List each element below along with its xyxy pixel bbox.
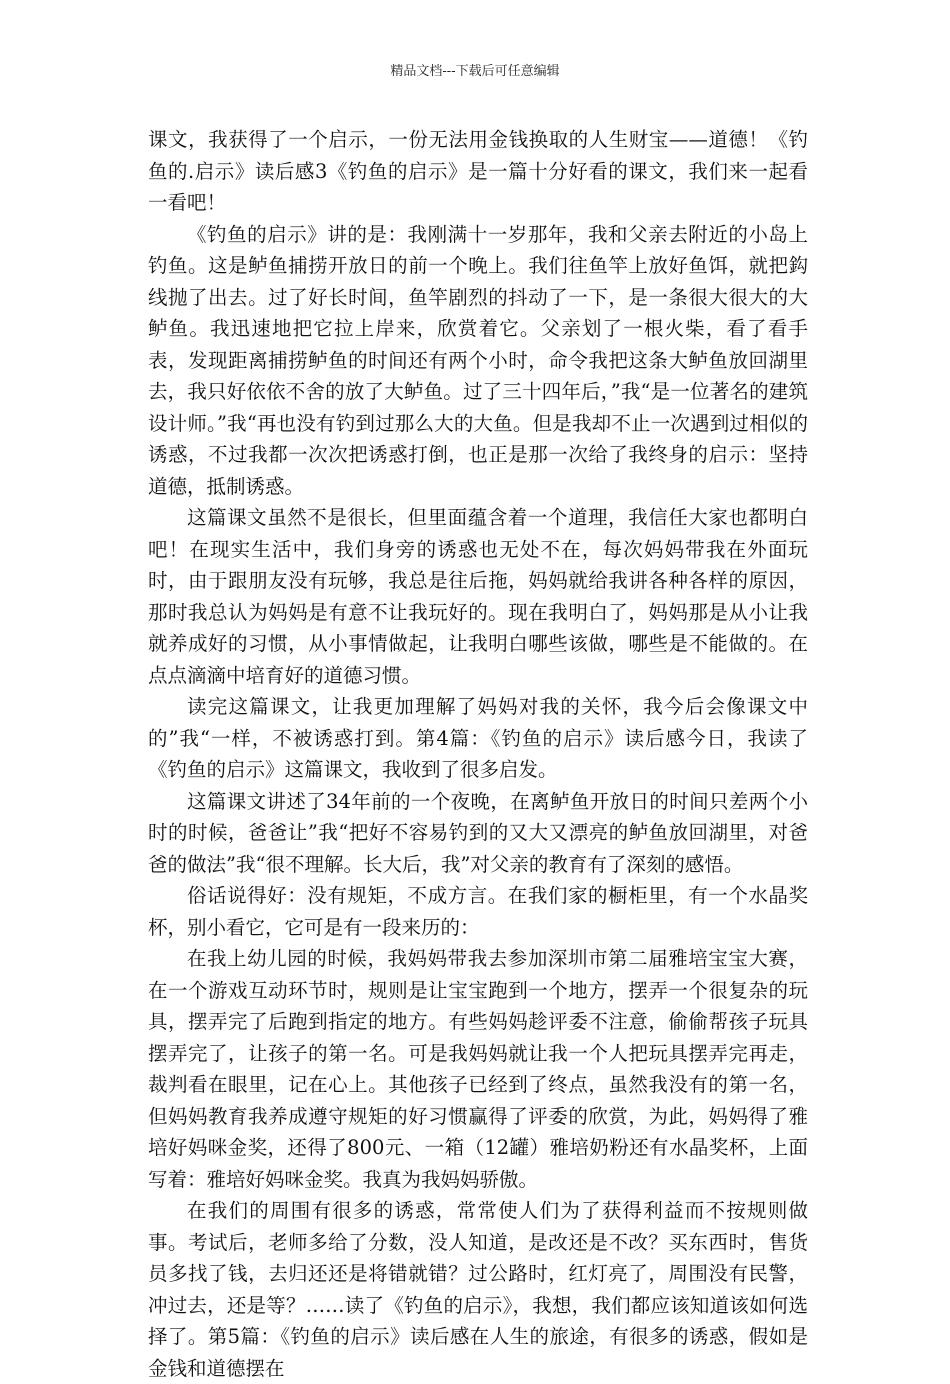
paragraph-4: 读完这篇课文，让我更加理解了妈妈对我的关怀，我今后会像课文中的”我“一样，不被诱惑打到。第4篇：《钓鱼的启示》读后感今日，我读了《钓鱼的启示》这篇课文，我收到了很多启发。 bbox=[148, 695, 808, 781]
paragraph-6: 俗话说得好：没有规矩，不成方言。在我们家的橱柜里，有一个水晶奖杯，别小看它，它可是有一段来历的： bbox=[148, 884, 808, 939]
paragraph-8: 在我们的周围有很多的诱惑，常常使人们为了获得利益而不按规则做事。考试后，老师多给了分数，没人知道，是改还是不改？买东西时，售货员多找了钱，去归还还是将错就错？过公路时，红灯亮了，周围没有民警，冲过去，还是等？……读了《钓鱼的启示》，我想，我们都应该知道该如何选择了。第5篇：《钓鱼的启示》读后感在人生的旅途，有很多的诱惑，假如是金钱和道德摆在 bbox=[148, 1199, 808, 1380]
paragraph-1: 课文，我获得了一个启示，一份无法用金钱换取的人生财宝——道德！《钓鱼的.启示》读后感3《钓鱼的启示》是一篇十分好看的课文，我们来一起看一看吧！ bbox=[148, 128, 808, 214]
page-header: 精品文档---下载后可任意编辑 bbox=[390, 64, 560, 79]
paragraph-5: 这篇课文讲述了34年前的一个夜晚，在离鲈鱼开放日的时间只差两个小时的时候，爸爸让”我“把好不容易钓到的又大又漂亮的鲈鱼放回湖里，对爸爸的做法”我“很不理解。长大后，我”对父亲的教育有了深刻的感悟。 bbox=[148, 789, 808, 876]
paragraph-7: 在我上幼儿园的时候，我妈妈带我去参加深圳市第二届雅培宝宝大赛，在一个游戏互动环节时，规则是让宝宝跑到一个地方，摆弄一个很复杂的玩具，摆弄完了后跑到指定的地方。有些妈妈趁评委不注意，偷偷帮孩子玩具摆弄完了，让孩子的第一名。可是我妈妈就让我一个人把玩具摆弄完再走，裁判看在眼里，记在心上。其他孩子已经到了终点，虽然我没有的第一名，但妈妈教育我养成遵守规矩的好习惯赢得了评委的欣赏，为此，妈妈得了雅培好妈咪金奖，还得了800元、一箱（12罐）雅培奶粉还有水晶奖杯，上面写着：雅培好妈咪金奖。我真为我妈妈骄傲。 bbox=[148, 947, 808, 1191]
document-body bbox=[148, 124, 808, 1384]
paragraph-3: 这篇课文虽然不是很长，但里面蕴含着一个道理，我信任大家也都明白吧！在现实生活中，我们身旁的诱惑也无处不在，每次妈妈带我在外面玩时，由于跟朋友没有玩够，我总是往后拖，妈妈就给我讲各种各样的原因，那时我总认为妈妈是有意不让我玩好的。现在我明白了，妈妈那是从小让我就养成好的习惯，从小事情做起，让我明白哪些该做，哪些是不能做的。在点点滴滴中培育好的道德习惯。 bbox=[148, 506, 808, 687]
paragraph-2: 《钓鱼的启示》讲的是：我刚满十一岁那年，我和父亲去附近的小岛上钓鱼。这是鲈鱼捕捞开放日的前一个晚上。我们往鱼竿上放好鱼饵，就把鈎线抛了出去。过了好长时间，鱼竿剧烈的抖动了一下，是一条很大很大的大鲈鱼。我迅速地把它拉上岸来，欣赏着它。父亲划了一根火柴，看了看手表，发现距离捕捞鲈鱼的时间还有两个小时，命令我把这条大鲈鱼放回湖里去，我只好依依不舍的放了大鲈鱼。过了三十四年后，”我“是一位著名的建筑设计师。”我“再也没有钓到过那么大的大鱼。但是我却不止一次遇到过相似的诱惑，不过我都一次次把诱惑打倒，也正是那一次给了我终身的启示：坚持道德，抵制诱惑。 bbox=[148, 222, 808, 498]
